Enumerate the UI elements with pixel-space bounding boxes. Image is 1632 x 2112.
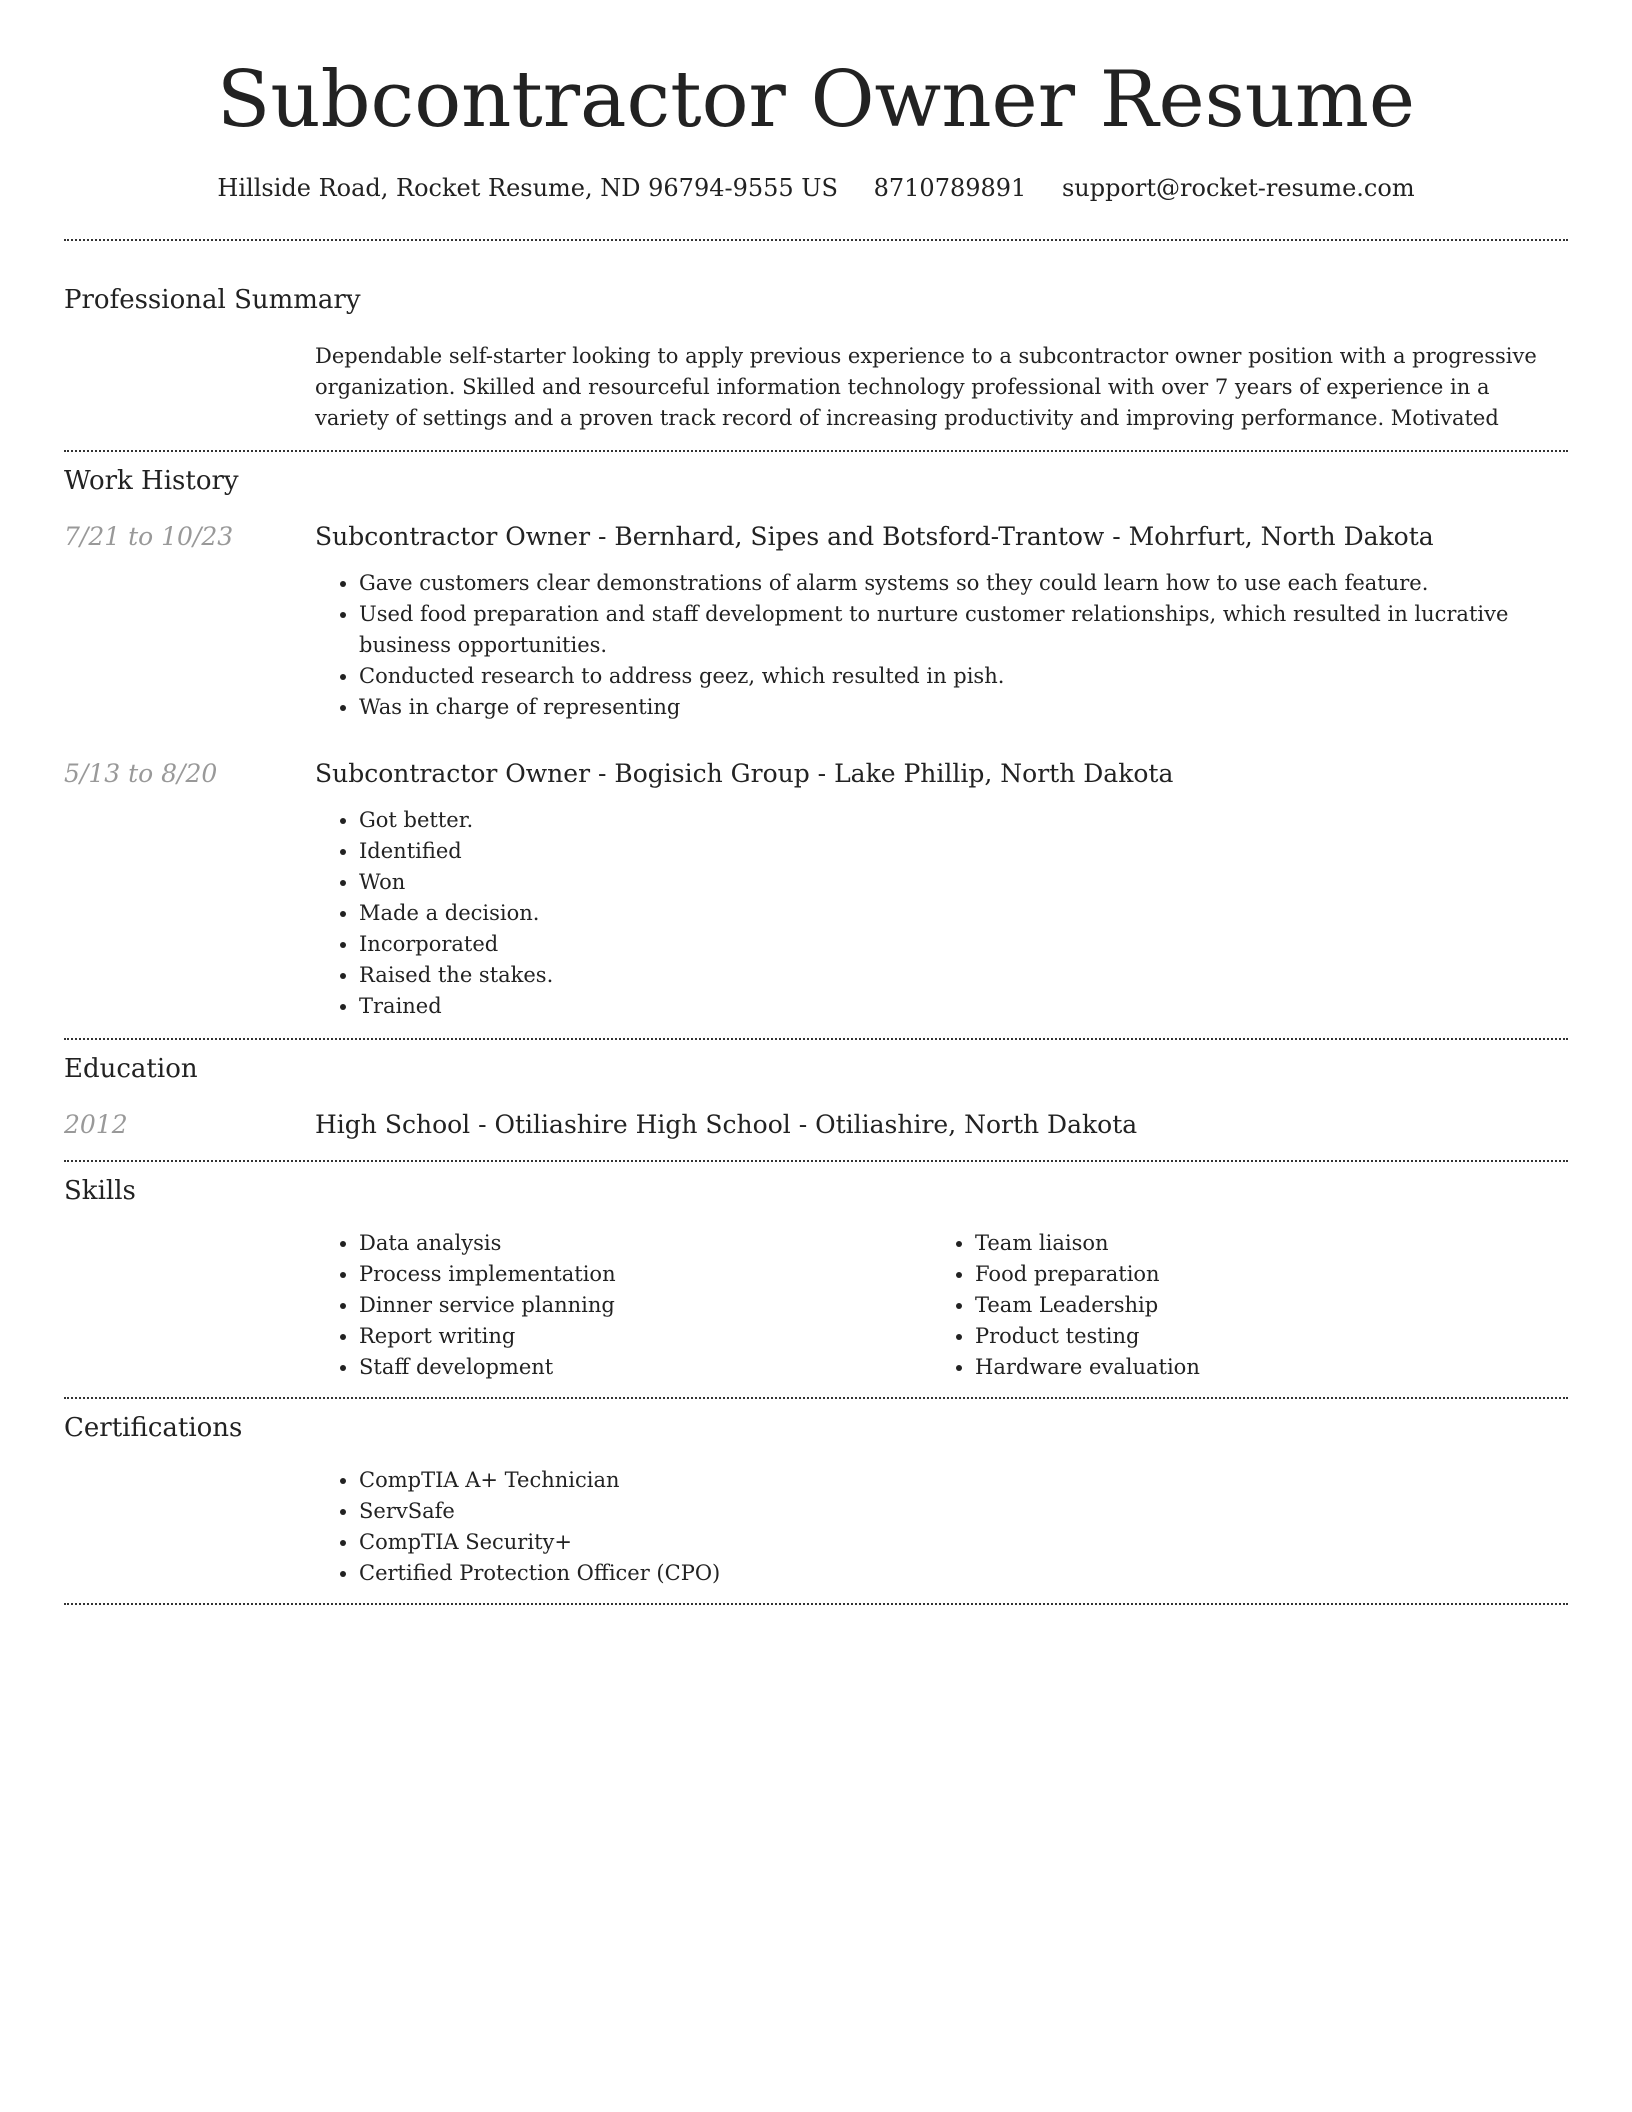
skill-item: • Data analysis [359, 1228, 931, 1259]
job-bullet: • Incorporated [359, 929, 1568, 960]
job-dates: 5/13 to 8/20 [64, 759, 218, 788]
job-bullet: • Raised the stakes. [359, 960, 1568, 991]
education-entry [64, 1108, 1568, 1142]
summary-text: Dependable self-starter looking to apply previous experience to a subcontractor owner position with a progressive organization. Skilled and resourceful information technology professional with over 7 years of experience in a variety of settings and a proven track record of increasing productivity and improving performance. Motivated [315, 344, 1537, 430]
job-bullets [315, 805, 1568, 1022]
skill-item: • Hardware evaluation [975, 1352, 1547, 1383]
certifications-heading: Certifications [64, 1413, 243, 1443]
skill-item: • Team Leadership [975, 1290, 1547, 1321]
skill-item: • Report writing [359, 1321, 931, 1352]
education-section [64, 1040, 1568, 1142]
skill-item: • Process implementation [359, 1259, 931, 1290]
job-entry [64, 520, 1568, 554]
skill-item: • Dinner service planning [359, 1290, 931, 1321]
job-title-line: Subcontractor Owner - Bernhard, Sipes and Botsford-Trantow - Mohrfurt, North Dakota [315, 522, 1434, 551]
summary-heading: Professional Summary [64, 285, 361, 315]
contact-line [64, 172, 1568, 204]
certifications-list [315, 1465, 1568, 1589]
resume-header [64, 0, 1568, 204]
job-title-line: Subcontractor Owner - Bogisich Group - Lake Phillip, North Dakota [315, 759, 1174, 788]
skills-column-right [931, 1228, 1547, 1383]
skill-item: • Food preparation [975, 1259, 1547, 1290]
summary-section [64, 241, 1568, 434]
contact-address: Hillside Road, Rocket Resume, ND 96794-9555 US [217, 174, 838, 202]
job-bullet: • Identified [359, 836, 1568, 867]
certifications-section [64, 1399, 1568, 1589]
skills-heading: Skills [64, 1176, 136, 1206]
education-heading: Education [64, 1054, 198, 1084]
job-bullet: • Gave customers clear demonstrations of alarm systems so they could learn how to use each feature. [359, 568, 1568, 599]
skill-item: • Staff development [359, 1352, 931, 1383]
certification-item: • CompTIA Security+ [359, 1527, 1568, 1558]
job-entry [64, 757, 1568, 791]
job-bullet: • Conducted research to address geez, which resulted in pish. [359, 661, 1568, 692]
certification-item: • Certified Protection Officer (CPO) [359, 1558, 1568, 1589]
resume-title: Subcontractor Owner Resume [216, 55, 1416, 145]
skills-grid [315, 1228, 1568, 1383]
work-history-section [64, 452, 1568, 1022]
certification-item: • ServSafe [359, 1496, 1568, 1527]
divider [64, 1603, 1568, 1605]
contact-email: support@rocket-resume.com [1061, 174, 1415, 202]
certification-item: • CompTIA A+ Technician [359, 1465, 1568, 1496]
work-history-heading: Work History [64, 466, 239, 496]
job-bullet: • Was in charge of representing [359, 692, 1568, 723]
education-year: 2012 [64, 1110, 128, 1139]
job-bullet: • Won [359, 867, 1568, 898]
job-dates: 7/21 to 10/23 [64, 522, 234, 551]
job-bullet: • Got better. [359, 805, 1568, 836]
contact-phone: 8710789891 [873, 174, 1027, 202]
job-bullet: • Trained [359, 991, 1568, 1022]
skills-column-left [315, 1228, 931, 1383]
skill-item: • Product testing [975, 1321, 1547, 1352]
job-bullet: • Made a decision. [359, 898, 1568, 929]
education-line: High School - Otiliashire High School - Otiliashire, North Dakota [315, 1110, 1138, 1139]
skill-item: • Team liaison [975, 1228, 1547, 1259]
skills-section [64, 1162, 1568, 1383]
job-bullet: • Used food preparation and staff development to nurture customer relationships, which resulted in lucrative business opportunities. [359, 599, 1568, 661]
job-bullets [315, 568, 1568, 723]
